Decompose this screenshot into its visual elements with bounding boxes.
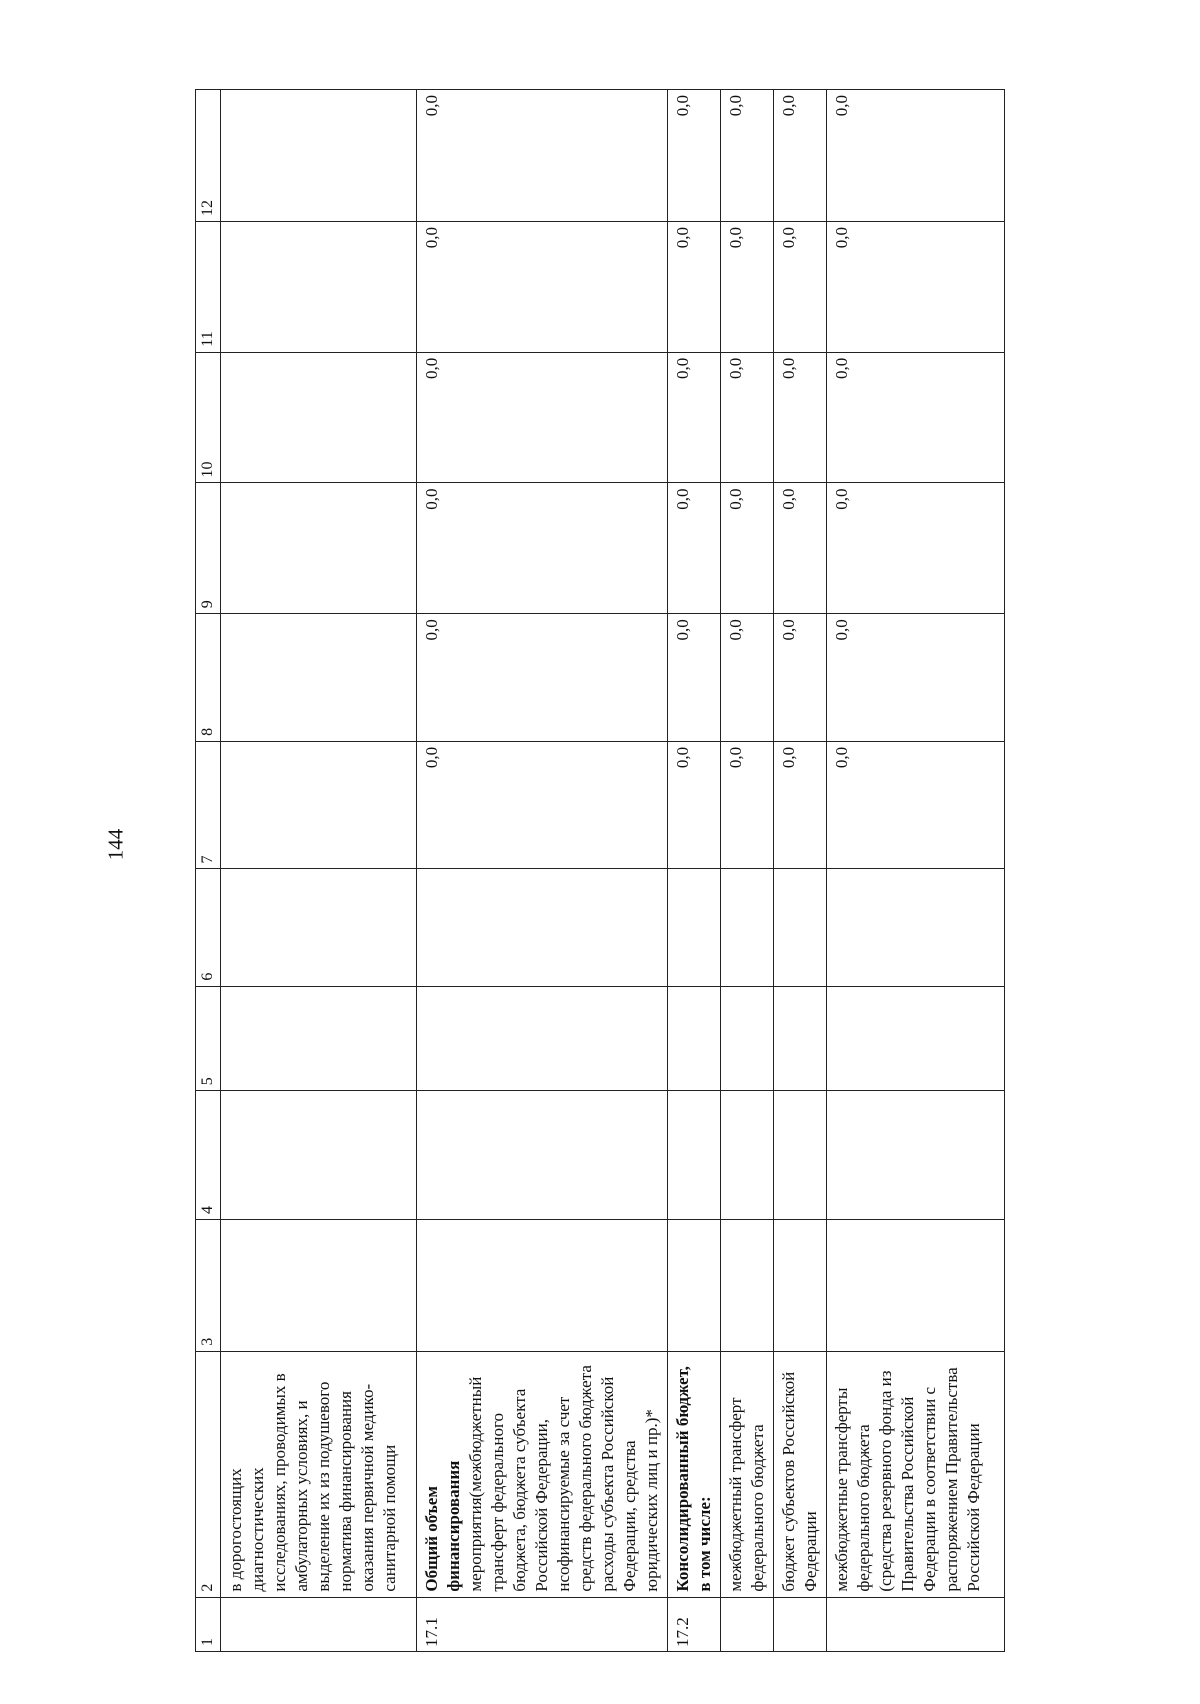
value-cell: 0,0 [827,483,1005,614]
value-cell [221,986,417,1091]
value-cell: 0,0 [668,741,721,869]
row-number [774,1597,827,1651]
value-cell [827,986,1005,1091]
value-cell [417,1219,668,1351]
table-row [417,90,668,1652]
header-cell: 5 [196,986,221,1091]
value-cell [774,1219,827,1351]
value-cell [668,986,721,1091]
value-cell [774,1091,827,1220]
row-number [721,1597,774,1651]
value-cell: 0,0 [668,483,721,614]
table-container [195,89,1021,1652]
value-cell: 0,0 [417,741,668,869]
value-cell: 0,0 [774,352,827,483]
value-cell [721,1219,774,1351]
value-cell: 0,0 [417,483,668,614]
value-cell [417,1091,668,1220]
row-name: Консолидированный бюджет, в том числе: [668,1351,721,1597]
header-cell: 9 [196,483,221,614]
row-name-bold: Общий объем финансирования [422,1460,463,1592]
value-cell [721,986,774,1091]
value-cell: 0,0 [721,352,774,483]
value-cell [417,986,668,1091]
value-cell [221,483,417,614]
row-name: бюджет субъектов Российской Федерации [774,1351,827,1597]
value-cell [221,614,417,742]
financing-table [195,89,1005,1652]
header-cell: 1 [196,1597,221,1651]
value-cell [668,869,721,986]
table-row [721,90,774,1652]
value-cell [721,869,774,986]
value-cell: 0,0 [774,221,827,352]
value-cell: 0,0 [668,90,721,222]
row-number: 17.1 [417,1597,668,1651]
header-cell: 6 [196,869,221,986]
value-cell: 0,0 [417,90,668,222]
table-row [668,90,721,1652]
value-cell: 0,0 [417,221,668,352]
value-cell [221,221,417,352]
value-cell [221,352,417,483]
row-number: 17.2 [668,1597,721,1651]
value-cell: 0,0 [827,221,1005,352]
row-number [827,1597,1005,1651]
value-cell: 0,0 [417,352,668,483]
value-cell [417,869,668,986]
row-name-rest: мероприятия(межбюджетный трансферт федерального бюджета, бюджета субъекта Российской Федерации, нсофинансируемые за счет средств федерального бюджета расходы субъекта Российской Федерации, средства юридических лиц и пр.)* [466,1365,661,1592]
header-cell: 11 [196,221,221,352]
row-name: межбюджетный трансферт федерального бюджета [721,1351,774,1597]
value-cell: 0,0 [721,741,774,869]
table-row [774,90,827,1652]
value-cell [668,1091,721,1220]
value-cell: 0,0 [721,614,774,742]
value-cell [221,869,417,986]
value-cell: 0,0 [721,483,774,614]
value-cell [221,90,417,222]
header-cell: 4 [196,1091,221,1220]
table-row [827,90,1005,1652]
value-cell [221,1219,417,1351]
value-cell: 0,0 [668,352,721,483]
header-cell: 8 [196,614,221,742]
value-cell [221,741,417,869]
value-cell [774,869,827,986]
value-cell: 0,0 [774,90,827,222]
header-cell: 2 [196,1351,221,1597]
row-name: в дорогостоящих диагностических исследованиях, проводимых в амбулаторных условиях, и выделение их из подушевого норматива финансирования оказания первичной медико-санитарной помощи [221,1351,417,1597]
table-row [221,90,417,1652]
row-name [417,1351,668,1597]
value-cell: 0,0 [827,614,1005,742]
value-cell [774,986,827,1091]
value-cell [827,1091,1005,1220]
row-name: межбюджетные трансферты федерального бюджета (средства резервного фонда из Правительства Российской Федерации в соответствии с распоряжением Правительства Российской Федерации [827,1351,1005,1597]
page-number: 144 [103,828,128,861]
value-cell: 0,0 [721,90,774,222]
value-cell: 0,0 [774,741,827,869]
value-cell: 0,0 [668,614,721,742]
row-number [221,1597,417,1651]
header-cell: 7 [196,741,221,869]
value-cell: 0,0 [668,221,721,352]
value-cell: 0,0 [827,352,1005,483]
value-cell: 0,0 [774,614,827,742]
value-cell: 0,0 [417,614,668,742]
value-cell [668,1219,721,1351]
header-row [196,90,221,1652]
value-cell [721,1091,774,1220]
value-cell: 0,0 [721,221,774,352]
value-cell [827,869,1005,986]
header-cell: 3 [196,1219,221,1351]
value-cell: 0,0 [827,741,1005,869]
value-cell: 0,0 [774,483,827,614]
value-cell [827,1219,1005,1351]
value-cell [221,1091,417,1220]
header-cell: 12 [196,90,221,222]
header-cell: 10 [196,352,221,483]
value-cell: 0,0 [827,90,1005,222]
